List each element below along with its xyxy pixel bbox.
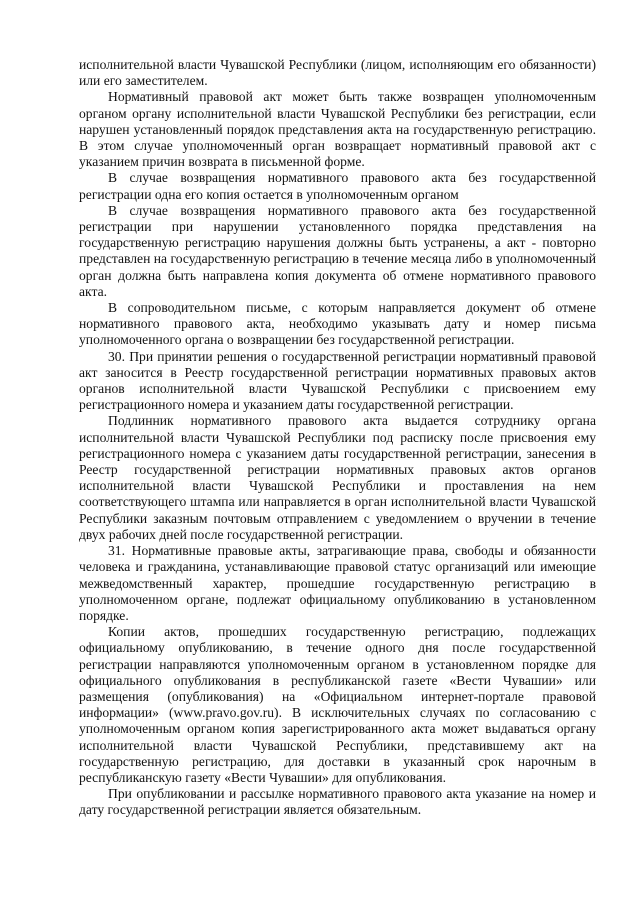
paragraph-resubmission: В случае возвращения нормативного правового акта без государственной регистрации при нарушении установленного порядка представления на государственную регистрацию нарушения должны быть устранены, а акт - повторно представлен на государственную регистрацию в течение месяца либо в уполномоченный орган должна быть направлена копия документа об отмене нормативного правового акта. xyxy=(79,202,596,299)
paragraph-registration-mark: При опубликовании и рассылке нормативного правового акта указание на номер и дату государственной регистрации является обязательным. xyxy=(79,786,596,818)
document-page xyxy=(79,57,596,819)
paragraph-item-30: 30. При принятии решения о государственной регистрации нормативный правовой акт заносится в Реестр государственной регистрации нормативных правовых актов органов исполнительной власти Чувашской Республики с присвоением ему регистрационного номера и указанием даты государственной регистрации. xyxy=(79,348,596,413)
paragraph-cover-letter: В сопроводительном письме, с которым направляется документ об отмене нормативного правового акта, необходимо указывать дату и номер письма уполномоченного органа о возвращении без государственной регистрации. xyxy=(79,300,596,348)
paragraph-item-31: 31. Нормативные правовые акты, затрагивающие права, свободы и обязанности человека и гражданина, устанавливающие правовой статус организаций или имеющие межведомственный характер, прошедшие государственную регистрацию в уполномоченном органе, подлежат официальному опубликованию в установленном порядке. xyxy=(79,543,596,623)
paragraph-return-without-registration: Нормативный правовой акт может быть также возвращен уполномоченным органом органу исполнительной власти Чувашской Республики без регистрации, если нарушен установленный порядок представления акта на государственную регистрацию. В этом случае уполномоченный орган возвращает нормативный правовой акт с указанием причин возврата в письменной форме. xyxy=(79,89,596,170)
paragraph-copy-retained: В случае возвращения нормативного правового акта без государственной регистрации одна его копия остается в уполномоченным органом xyxy=(79,170,596,202)
paragraph-publication-copies: Копии актов, прошедших государственную регистрацию, подлежащих официальному опубликованию, в течение одного дня после государственной регистрации направляются уполномоченным органом в установленном порядке для официального опубликования в республиканской газете «Вести Чувашии» или размещения (опубликования) на «Официальном интернет-портале правовой информации» (www.pravo.gov.ru). В исключительных случаях по согласованию с уполномоченным органом копия зарегистрированного акта может выдаваться органу исполнительной власти Чувашской Республики, представившему акт на государственную регистрацию, для доставки в указанный срок нарочным в республиканскую газету «Вести Чувашии» для опубликования. xyxy=(79,624,596,785)
paragraph-continuation: исполнительной власти Чувашской Республики (лицом, исполняющим его обязанности) или его заместителем. xyxy=(79,57,596,89)
paragraph-original-issued: Подлинник нормативного правового акта выдается сотруднику органа исполнительной власти Чувашской Республики под расписку после присвоения ему регистрационного номера с указанием даты государственной регистрации, занесения в Реестр государственной регистрации нормативных правовых актов органов исполнительной власти Чувашской Республики и проставления на нем соответствующего штампа или направляется в орган исполнительной власти Чувашской Республики заказным почтовым отправлением с уведомлением о вручении в течение двух рабочих дней после государственной регистрации. xyxy=(79,413,596,542)
